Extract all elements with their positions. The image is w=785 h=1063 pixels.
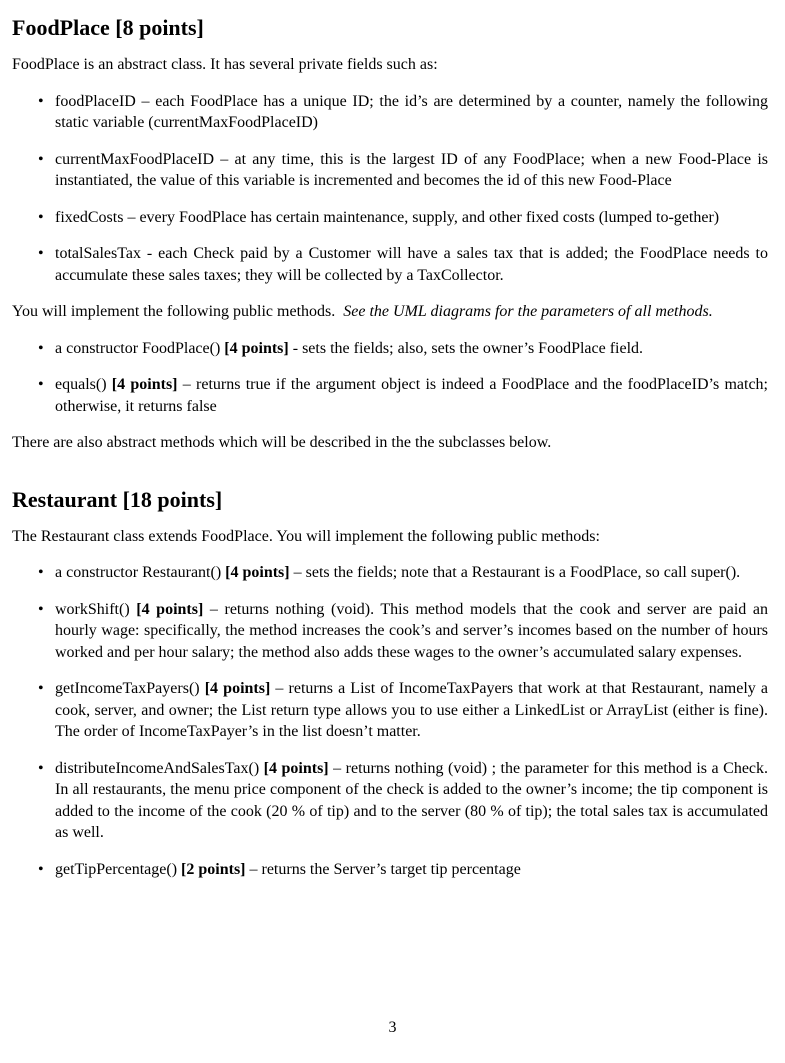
method-desc: – returns a List of IncomeTaxPayers that work at that Restaurant, namely a cook, server, and owner; the List return type allows you to use either a LinkedList or ArrayList (either is fine). The order of IncomeTaxPayer’s in the list doesn’t matter. [55,680,769,740]
method-points: [4 points] [263,759,329,777]
foodplace-outro: There are also abstract methods which will be described in the the subclasses below. [12,434,552,451]
list-item [12,758,768,844]
foodplace-methods-list [12,338,768,418]
method-name: a constructor Restaurant() [55,564,222,581]
method-name: distributeIncomeAndSalesTax() [55,759,260,777]
list-item [12,338,768,360]
list-item [12,374,768,417]
list-item [12,562,768,584]
method-points: [4 points] [136,600,204,618]
list-item: • currentMaxFoodPlaceID – at any time, this is the largest ID of any FoodPlace; when a new Food-Place is instantiated, the value of this variable is incremented and becomes the id of this new Food-Place [12,149,768,192]
methods-intro [12,301,768,323]
restaurant-intro: The Restaurant class extends FoodPlace. You will implement the following public methods: [12,527,600,545]
foodplace-intro: FoodPlace is an abstract class. It has several private fields such as: [12,56,438,73]
page-number: 3 [388,1019,397,1036]
document-page [12,14,768,880]
methods-intro-text: You will implement the following public methods. [12,303,336,320]
method-points: [4 points] [224,339,289,357]
method-name: getIncomeTaxPayers() [55,680,200,697]
list-item: • totalSalesTax - each Check paid by a Customer will have a sales tax that is added; the FoodPlace needs to accumulate these sales taxes; they will be collected by a TaxCollector. [12,243,768,286]
method-desc: – returns the Server’s target tip percentage [249,860,521,878]
method-points: [4 points] [111,376,178,393]
method-name: workShift() [55,600,130,618]
method-desc: – sets the fields; note that a Restaurant is a FoodPlace, so call super(). [293,564,741,581]
method-points: [4 points] [204,680,271,697]
list-item [12,859,768,881]
method-desc: – returns true if the argument object is indeed a FoodPlace and the foodPlaceID’s match; otherwise, it returns false [55,376,769,415]
method-points: [2 points] [181,860,246,878]
method-name: a constructor FoodPlace() [55,339,221,357]
restaurant-methods-list [12,562,768,880]
foodplace-heading: FoodPlace [8 points] [12,15,204,40]
method-name: getTipPercentage() [55,860,178,878]
method-desc: – returns nothing (void) ; the parameter for this method is a Check. In all restaurants, the menu price component of the check is added to the owner’s income; the tip component is added to the income of the cook (20 % of tip) and to the server (80 % of tip); the total sales tax is accumulated as well. [55,759,769,841]
method-desc: - sets the fields; also, sets the owner’s FoodPlace field. [292,339,644,357]
methods-intro-note: See the UML diagrams for the parameters of all methods. [343,303,713,320]
method-desc: – returns nothing (void). This method models that the cook and server are paid an hourly wage: specifically, the method increases the cook’s and server’s incomes based on the number of hours worked and per hour salary; the method also adds these wages to the owner’s accumulated salary expenses. [55,600,768,661]
list-item: • foodPlaceID – each FoodPlace has a unique ID; the id’s are determined by a counter, namely the following static variable (currentMaxFoodPlaceID) [12,91,768,134]
list-item: • fixedCosts – every FoodPlace has certain maintenance, supply, and other fixed costs (lumped to-gether) [12,207,768,229]
list-item [12,599,768,664]
method-name: equals() [55,376,107,393]
foodplace-fields-list [12,91,768,287]
list-item [12,678,768,743]
restaurant-heading: Restaurant [18 points] [12,486,223,512]
method-points: [4 points] [225,564,290,581]
